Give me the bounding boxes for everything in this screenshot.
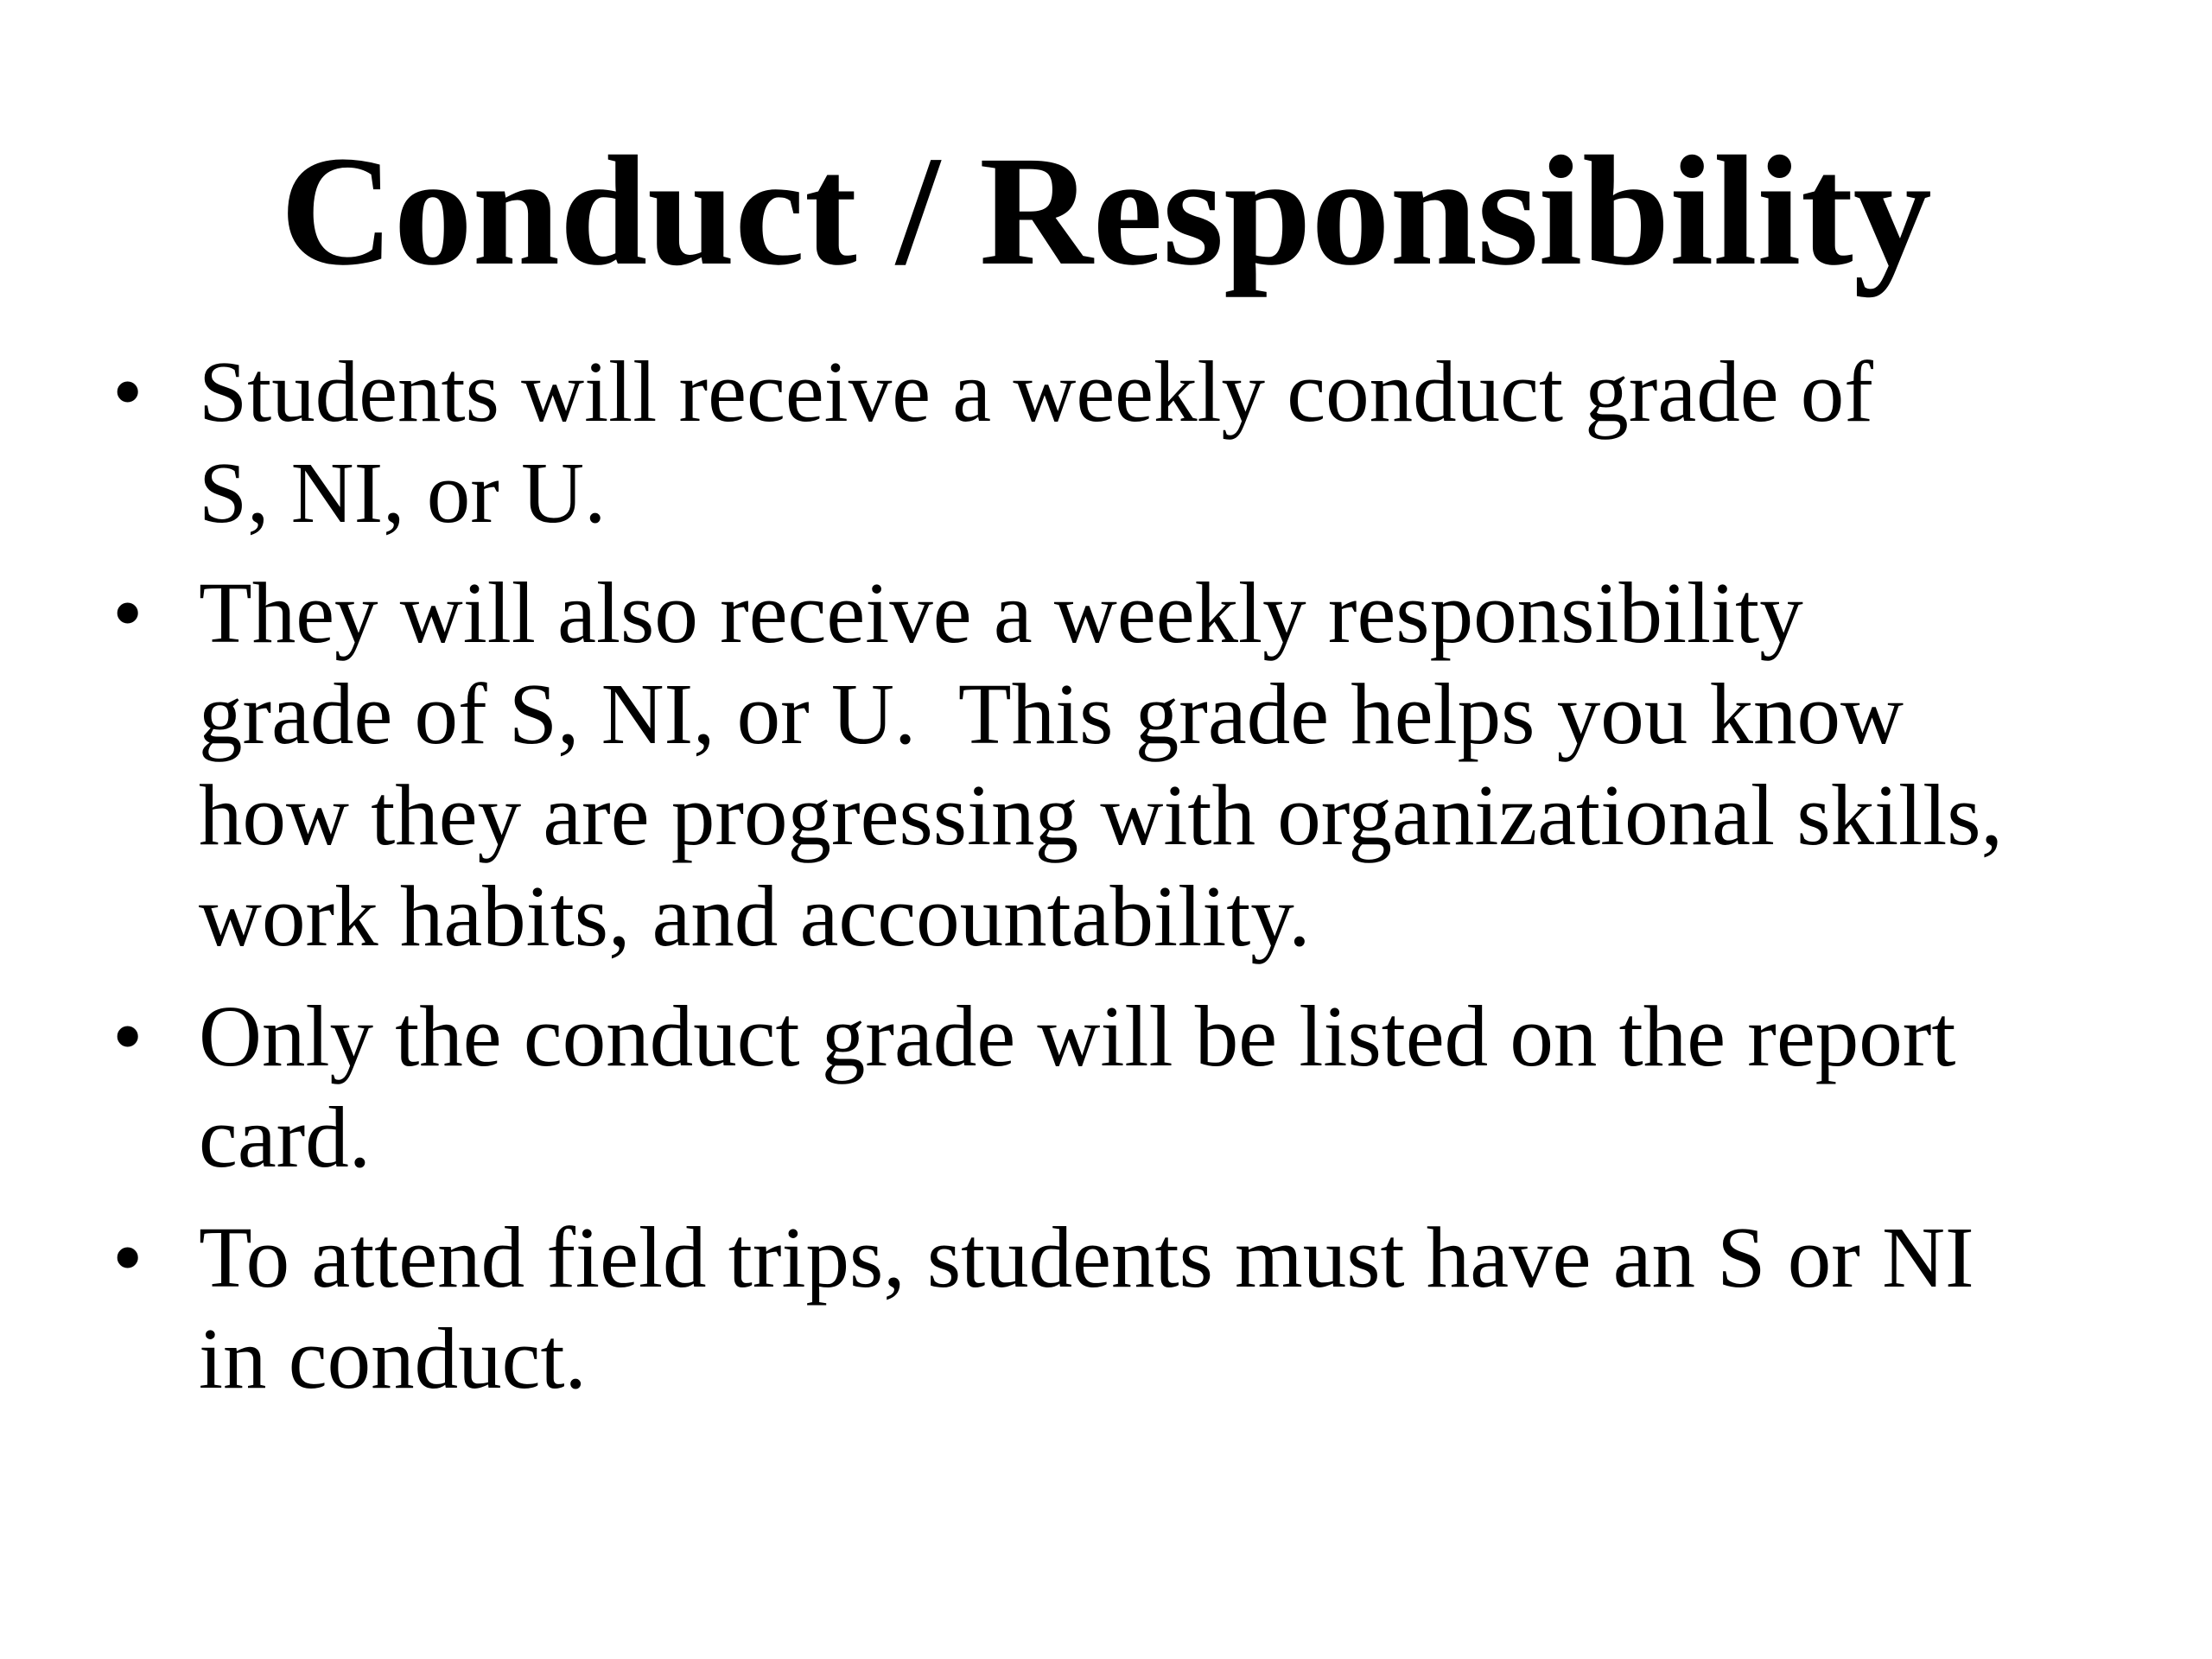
bullet-text: They will also receive a weekly responsibility grade of S, NI, or U. This grade helps you know how they are progressing with organizational skills, work habits, and accountability. [199,564,2003,964]
slide-title: Conduct / Responsibility [280,124,1932,298]
bullet-item [112,341,2169,543]
bullet-icon: • [112,343,143,440]
bullet-icon: • [112,1209,143,1306]
bullet-icon: • [112,564,143,661]
bullet-item [112,1207,2169,1409]
bullet-list [112,341,2169,1428]
bullet-item [112,986,2169,1188]
bullet-item [112,563,2169,967]
bullet-icon: • [112,988,143,1084]
bullet-text: Students will receive a weekly conduct grade of S, NI, or U. [199,343,1873,541]
bullet-text: To attend field trips, students must have an S or NI in conduct. [199,1209,1974,1407]
bullet-text: Only the conduct grade will be listed on the report card. [199,988,1956,1185]
